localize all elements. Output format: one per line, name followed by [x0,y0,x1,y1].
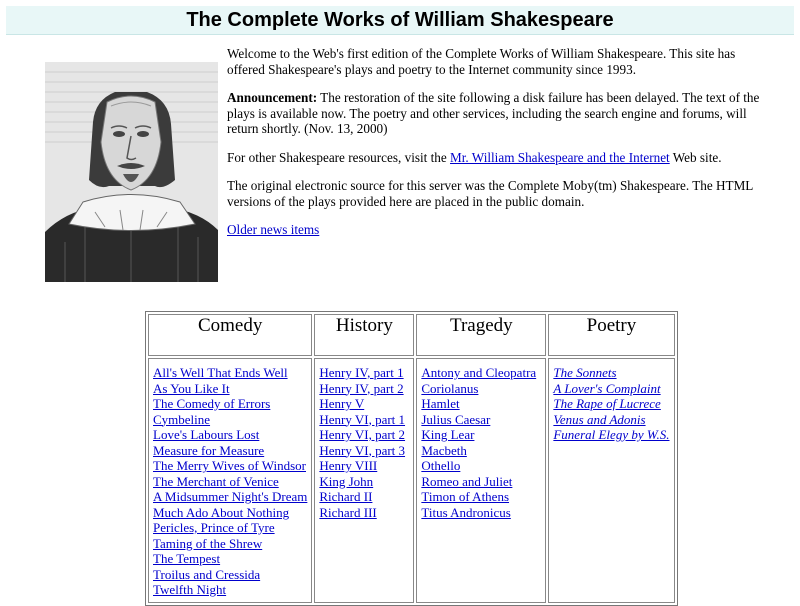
work-link[interactable]: Measure for Measure [153,442,265,458]
poetry-list [548,358,674,603]
announcement-text: The restoration of the site following a disk failure has been delayed. The text of the plays is available now. The poetry and other services, including the search engine and forums, will return shortly. (Nov. 13, 2000) [227,90,760,136]
works-table [145,311,678,606]
work-link[interactable]: Titus Andronicus [421,504,511,520]
history-header: History [314,314,414,356]
history-list [314,358,414,603]
work-link[interactable]: Romeo and Juliet [421,473,513,489]
work-link[interactable]: Hamlet [421,396,460,411]
work-link[interactable]: Henry VI, part 1 [319,411,406,427]
older-news-paragraph [227,222,772,238]
work-link[interactable]: Henry IV, part 2 [319,380,404,396]
work-link[interactable]: Venus and Adonis [553,411,646,427]
welcome-text: Welcome to the Web's first edition of the Complete Works of William Shakespeare. This site has offered Shakespeare's plays and poetry to the Internet community since 1993. [227,46,736,77]
work-link[interactable]: The Merry Wives of Windsor [153,458,306,473]
work-link[interactable]: Troilus and Cressida [153,566,261,582]
shakespeare-portrait [45,62,218,282]
comedy-header: Comedy [148,314,312,356]
work-link[interactable]: Timon of Athens [421,489,510,504]
shakespeare-internet-link[interactable]: Mr. William Shakespeare and the Internet [450,149,670,165]
work-link[interactable]: Funeral Elegy by W.S. [553,427,670,442]
announcement-label: Announcement: [227,90,318,105]
older-news-link[interactable]: Older news items [227,222,320,237]
work-link[interactable]: Richard II [319,489,373,504]
work-link[interactable]: Much Ado About Nothing [153,504,290,520]
work-link[interactable]: Henry VIII [319,458,378,473]
source-text: The original electronic source for this server was the Complete Moby(tm) Shakespeare. The HTML versions of the plays provided here are placed in the public domain. [227,178,753,209]
work-link[interactable]: Pericles, Prince of Tyre [153,520,275,535]
works-list-row [148,358,675,603]
work-link[interactable]: Macbeth [421,442,467,458]
resources-prefix: For other Shakespeare resources, visit the [227,149,451,165]
work-link[interactable]: All's Well That Ends Well [153,365,288,380]
tragedy-list [416,358,546,603]
work-link[interactable]: Julius Caesar [421,411,491,427]
work-link[interactable]: Cymbeline [153,411,211,427]
work-link[interactable]: King Lear [421,427,475,442]
work-link[interactable]: Henry VI, part 2 [319,427,406,442]
work-link[interactable]: Richard III [319,504,377,520]
work-link[interactable]: Love's Labours Lost [153,427,260,442]
work-link[interactable]: A Midsummer Night's Dream [153,489,308,504]
works-header-row [148,314,675,356]
work-link[interactable]: The Merchant of Venice [153,473,279,489]
work-link[interactable]: The Tempest [153,551,221,566]
work-link[interactable]: The Rape of Lucrece [553,396,661,411]
title-bar [6,6,794,35]
work-link[interactable]: Coriolanus [421,380,479,396]
resources-suffix: Web site. [669,149,722,165]
work-link[interactable]: As You Like It [153,380,230,396]
comedy-list [148,358,312,603]
work-link[interactable]: Henry V [319,396,365,411]
work-link[interactable]: Taming of the Shrew [153,535,263,551]
work-link[interactable]: A Lover's Complaint [553,380,661,396]
intro-section [227,46,772,251]
work-link[interactable]: The Sonnets [553,365,617,380]
work-link[interactable]: The Comedy of Errors [153,396,271,411]
work-link[interactable]: Henry VI, part 3 [319,442,406,458]
work-link[interactable]: Henry IV, part 1 [319,365,404,380]
page-title: The Complete Works of William Shakespeare [186,8,614,31]
resources-paragraph [227,150,772,166]
poetry-header: Poetry [548,314,674,356]
announcement-paragraph [227,90,772,137]
work-link[interactable]: Othello [421,458,461,473]
tragedy-header: Tragedy [416,314,546,356]
portrait-engraving [45,62,218,282]
work-link[interactable]: Antony and Cleopatra [421,365,537,380]
work-link[interactable]: King John [319,473,374,489]
work-link[interactable]: Twelfth Night [153,582,227,597]
